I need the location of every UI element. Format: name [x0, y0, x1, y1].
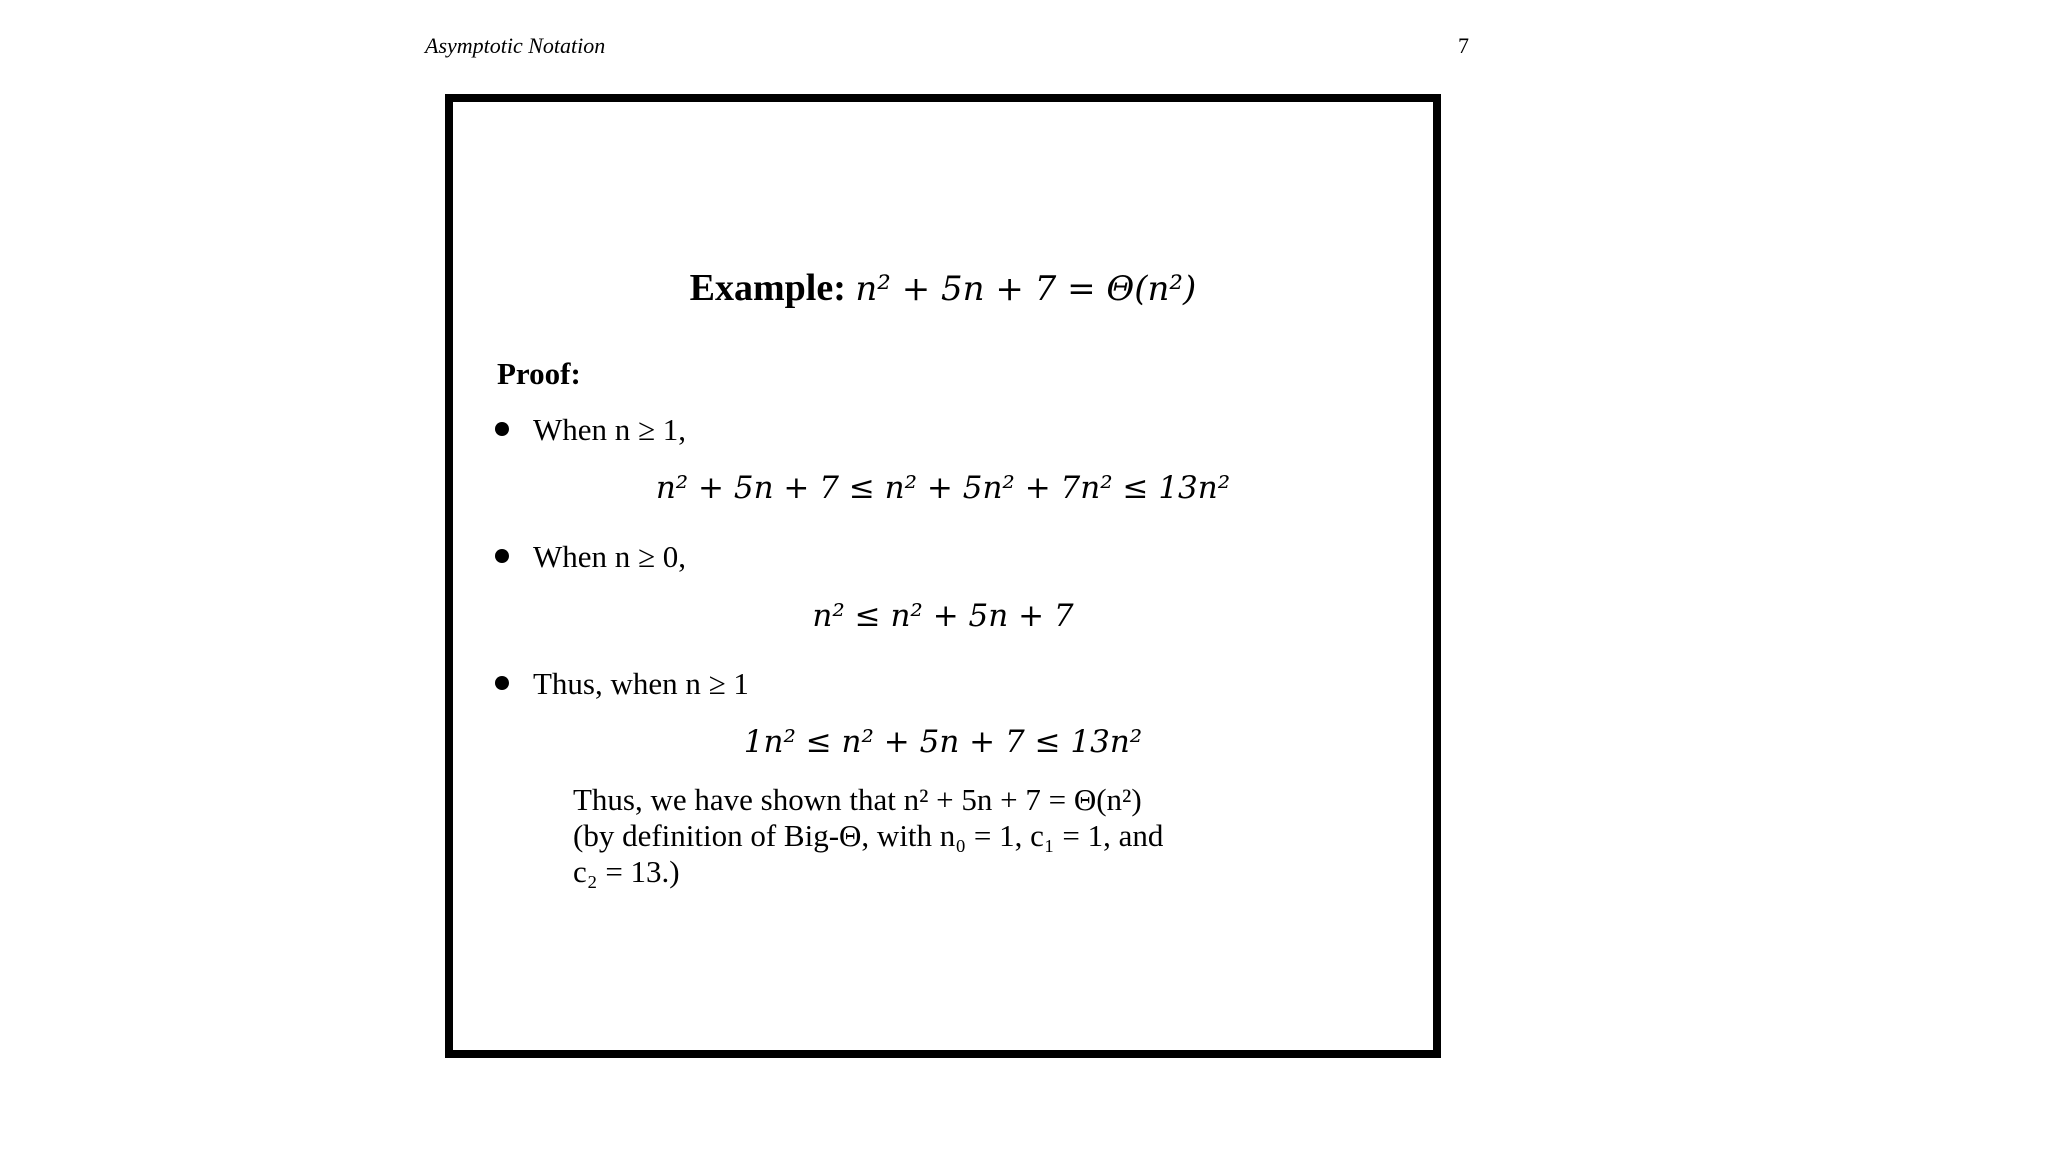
- bullet-item: [533, 539, 686, 575]
- bullet-item: [533, 412, 686, 448]
- conclusion-line: (by definition of Big-Θ, with n₀ = 1, c₁ = 1, and: [573, 818, 1164, 853]
- bullet-item: [533, 666, 749, 702]
- slide-title: [453, 266, 1433, 310]
- bullet-text: When n ≥ 0,: [533, 539, 687, 574]
- conclusion-line: c₂ = 13.): [573, 854, 680, 889]
- bullet-text: Thus, when n ≥ 1: [533, 666, 749, 701]
- bullet-equation: n² ≤ n² + 5n + 7: [812, 598, 1074, 634]
- proof-label: Proof:: [497, 356, 581, 391]
- bullet-equation: 1n² ≤ n² + 5n + 7 ≤ 13n²: [743, 724, 1143, 760]
- slide-title-formula: n² + 5n + 7 = Θ(n²): [855, 269, 1197, 309]
- bullet-icon: [495, 422, 509, 436]
- bullet-equation: n² + 5n + 7 ≤ n² + 5n² + 7n² ≤ 13n²: [655, 470, 1231, 506]
- page-number: 7: [1458, 33, 1469, 58]
- bullet-icon: [495, 549, 509, 563]
- bullet-icon: [495, 676, 509, 690]
- slide-title-label: Example:: [689, 267, 846, 309]
- bullet-text: When n ≥ 1,: [533, 412, 687, 447]
- slide-frame: [445, 94, 1441, 1058]
- conclusion-line: Thus, we have shown that n² + 5n + 7 = Θ(n²): [573, 782, 1142, 817]
- conclusion-paragraph: [573, 782, 1413, 890]
- running-header-title: Asymptotic Notation: [425, 33, 606, 58]
